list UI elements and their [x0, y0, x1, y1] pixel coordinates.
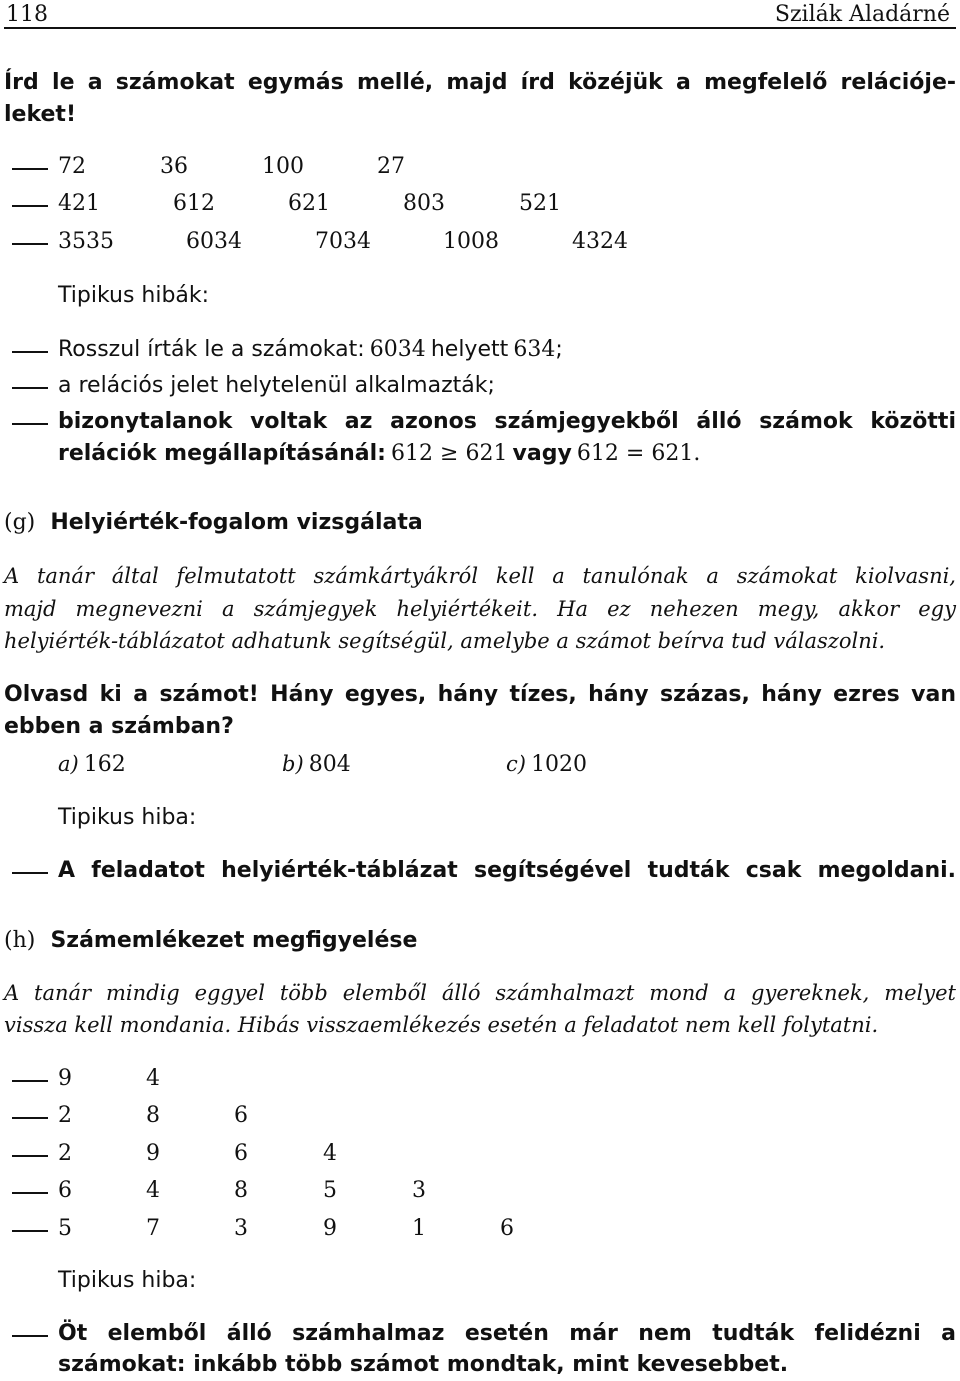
section-g-error-item: A feladatot helyiérték-táblázat segítségével tudták csak megoldani.	[58, 858, 956, 883]
intro-line-2: leket!	[4, 102, 76, 127]
error-item-3-math-1: 612 ≥ 621	[391, 441, 508, 466]
option-c-value: 1020	[531, 752, 588, 777]
number-cell: 4324	[572, 229, 628, 254]
number-cell: 3535	[58, 229, 114, 254]
number-cell: 521	[519, 191, 561, 216]
error-item-1-end: ;	[555, 337, 563, 362]
list-dash	[12, 1155, 48, 1157]
number-cell: 6034	[186, 229, 242, 254]
list-dash	[12, 1080, 48, 1082]
digit-cell: 8	[234, 1178, 248, 1203]
digit-cell: 3	[234, 1216, 248, 1241]
header-rule	[4, 27, 956, 29]
error-item-1-text: Rosszul írták le a számokat:	[58, 337, 365, 362]
option-c-letter: c)	[506, 752, 526, 776]
digit-cell: 2	[58, 1141, 72, 1166]
section-h-error-line-1: Öt elemből álló számhalmaz esetén már nem tudták felidézni a	[58, 1321, 956, 1346]
number-cell: 612	[173, 191, 215, 216]
section-h-paragraph-line-2: vissza kell mondania. Hibás visszaemlékezés esetén a feladatot nem kell folytatni.	[4, 1013, 879, 1037]
number-cell: 100	[262, 154, 304, 179]
option-b-value: 804	[308, 752, 351, 777]
section-g-task-line-1: Olvasd ki a számot! Hány egyes, hány tízes, hány százas, hány ezres van	[4, 682, 956, 707]
option-a-value: 162	[83, 752, 126, 777]
page-number: 118	[6, 2, 48, 27]
number-cell: 27	[377, 154, 405, 179]
digit-cell: 9	[146, 1141, 160, 1166]
error-item-3-line-1: bizonytalanok voltak az azonos számjegyekből álló számok közötti	[58, 409, 956, 434]
digit-cell: 8	[146, 1103, 160, 1128]
section-h-error-line-2: számokat: inkább több számot mondtak, mint kevesebbet.	[58, 1352, 789, 1377]
error-item-1-num1: 6034	[369, 337, 426, 362]
error-item-2: a relációs jelet helytelenül alkalmazták;	[58, 373, 495, 398]
typical-errors-title: Tipikus hibák:	[58, 283, 210, 308]
list-dash	[12, 872, 48, 874]
number-cell: 72	[58, 154, 86, 179]
section-h-label: (h)	[4, 928, 36, 953]
section-h-heading	[4, 928, 417, 953]
option-b	[282, 752, 351, 777]
digit-cell: 4	[146, 1178, 160, 1203]
list-dash	[12, 243, 48, 245]
digit-cell: 6	[500, 1216, 514, 1241]
digit-cell: 6	[234, 1103, 248, 1128]
section-h-paragraph-line-1: A tanár mindig eggyel több elemből álló számhalmazt mond a gyereknek, melyet	[4, 981, 956, 1005]
list-dash	[12, 205, 48, 207]
number-cell: 1008	[443, 229, 499, 254]
number-cell: 36	[160, 154, 188, 179]
intro-line-1: Írd le a számokat egymás mellé, majd írd közéjük a megfelelő relációje-	[4, 70, 956, 95]
section-g-error-title: Tipikus hiba:	[58, 805, 197, 830]
error-item-3-text: relációk megállapításánál:	[58, 441, 386, 466]
option-a-letter: a)	[58, 752, 79, 776]
digit-cell: 6	[58, 1178, 72, 1203]
number-cell: 7034	[315, 229, 371, 254]
error-item-3-or: vagy	[512, 441, 572, 466]
list-dash	[12, 351, 48, 353]
list-dash	[12, 423, 48, 425]
list-dash	[12, 1192, 48, 1194]
option-c	[506, 752, 587, 777]
digit-cell: 4	[146, 1066, 160, 1091]
running-head-author: Szilák Aladárné	[774, 2, 950, 27]
digit-cell: 7	[146, 1216, 160, 1241]
error-item-1-mid: helyett	[430, 337, 509, 362]
option-b-letter: b)	[282, 752, 304, 776]
section-h-title: Számemlékezet megfigyelése	[50, 928, 418, 953]
section-g-paragraph-line-2: majd megnevezni a számjegyek helyiértékeit. Ha ez nehezen megy, akkor egy	[4, 597, 956, 621]
section-g-label: (g)	[4, 510, 36, 535]
error-item-1	[58, 337, 563, 362]
digit-cell: 4	[323, 1141, 337, 1166]
digit-cell: 9	[58, 1066, 72, 1091]
digit-cell: 1	[412, 1216, 426, 1241]
section-g-title: Helyiérték-fogalom vizsgálata	[50, 510, 423, 535]
number-cell: 621	[288, 191, 330, 216]
list-dash	[12, 1117, 48, 1119]
digit-cell: 3	[412, 1178, 426, 1203]
list-dash	[12, 387, 48, 389]
number-cell: 421	[58, 191, 100, 216]
number-cell: 803	[403, 191, 445, 216]
section-g-heading	[4, 510, 423, 535]
section-h-error-title: Tipikus hiba:	[58, 1268, 197, 1293]
option-a	[58, 752, 126, 777]
error-item-1-num2: 634	[513, 337, 556, 362]
error-item-3-line-2	[58, 441, 700, 466]
list-dash	[12, 1335, 48, 1337]
digit-cell: 9	[323, 1216, 337, 1241]
list-dash	[12, 1230, 48, 1232]
digit-cell: 2	[58, 1103, 72, 1128]
section-g-task-line-2: ebben a számban?	[4, 714, 234, 739]
error-item-3-math-2: 612 = 621.	[576, 441, 701, 466]
digit-cell: 5	[58, 1216, 72, 1241]
digit-cell: 6	[234, 1141, 248, 1166]
list-dash	[12, 168, 48, 170]
section-g-paragraph-line-1: A tanár által felmutatott számkártyákról kell a tanulónak a számokat kiolvasni,	[4, 564, 956, 588]
section-g-paragraph-line-3: helyiérték-táblázatot adhatunk segítségül, amelybe a számot beírva tud válaszolni.	[4, 629, 886, 653]
digit-cell: 5	[323, 1178, 337, 1203]
